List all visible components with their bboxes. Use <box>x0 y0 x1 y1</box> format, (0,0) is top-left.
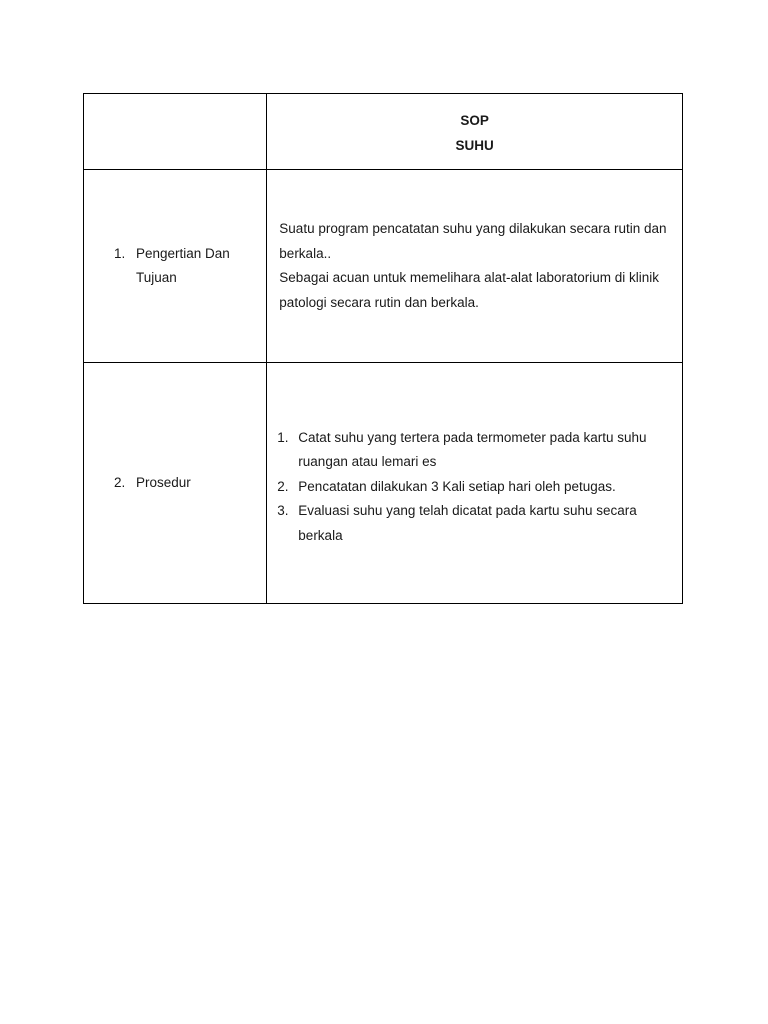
step-text: Catat suhu yang tertera pada termometer pada kartu suhu ruangan atau lemari es <box>298 429 647 470</box>
step-text: Pencatatan dilakukan 3 Kali setiap hari oleh petugas. <box>298 478 616 494</box>
table-header-row <box>84 94 683 170</box>
row-number: 1. <box>114 245 126 261</box>
row-number: 2. <box>114 474 126 490</box>
definition-paragraph: Suatu program pencatatan suhu yang dilakukan secara rutin dan berkala.. <box>279 221 667 261</box>
row-label-cell <box>84 363 267 604</box>
row-label-text: Pengertian Dan Tujuan <box>136 245 230 285</box>
list-item <box>277 426 674 475</box>
list-item <box>277 475 674 500</box>
procedure-list <box>273 426 674 549</box>
title-line-suhu: SUHU <box>455 137 494 153</box>
table-row-procedure <box>84 363 683 604</box>
header-empty-cell <box>84 94 267 170</box>
row-content-cell <box>267 170 683 363</box>
step-number: 2. <box>277 478 289 494</box>
row-label-text: Prosedur <box>136 474 191 490</box>
table-row-definition <box>84 170 683 363</box>
purpose-paragraph: Sebagai acuan untuk memelihara alat-alat laboratorium di klinik patologi secara rutin dan berkala. <box>279 270 660 310</box>
row-content-cell <box>267 363 683 604</box>
row-label <box>84 242 266 291</box>
row-label-cell <box>84 170 267 363</box>
title-line-sop: SOP <box>460 113 489 128</box>
step-number: 1. <box>277 429 289 445</box>
sop-table <box>83 93 683 604</box>
row-label <box>84 471 266 496</box>
step-text: Evaluasi suhu yang telah dicatat pada kartu suhu secara berkala <box>298 503 637 543</box>
step-number: 3. <box>277 503 289 519</box>
list-item <box>277 499 674 548</box>
document-title <box>267 94 683 170</box>
